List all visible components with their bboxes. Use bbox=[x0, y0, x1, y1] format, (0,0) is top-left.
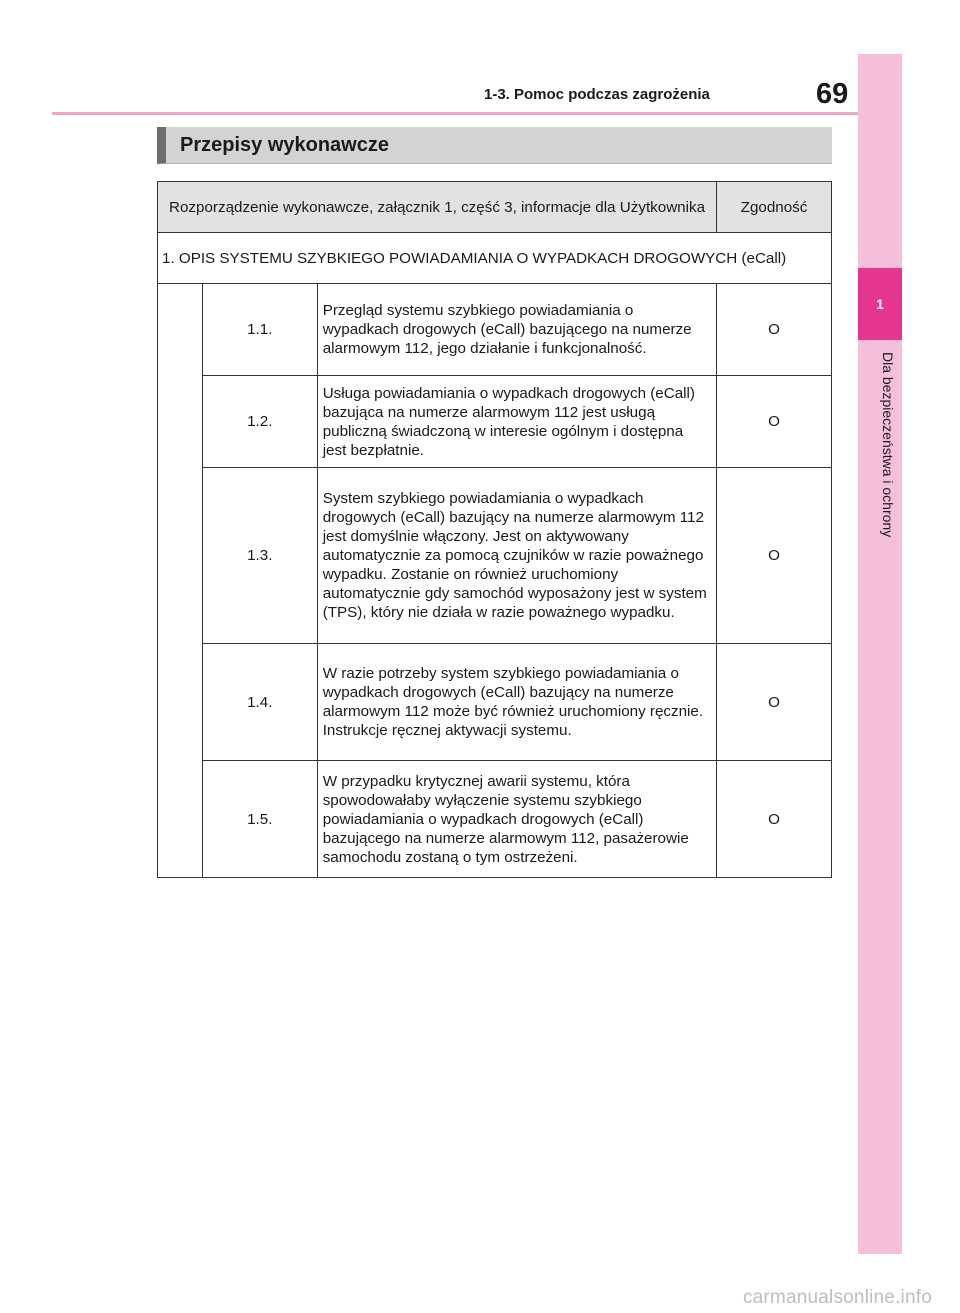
watermark: carmanualsonline.info bbox=[742, 1287, 932, 1308]
table-row bbox=[158, 644, 832, 761]
row-number: 1.2. bbox=[202, 376, 317, 468]
header-compliance: Zgodność bbox=[717, 182, 832, 233]
chapter-label: Dla bezpieczeństwa i ochrony bbox=[880, 352, 896, 538]
table-header-row bbox=[158, 182, 832, 233]
header-divider bbox=[52, 112, 858, 115]
row-compliance: O bbox=[717, 761, 832, 878]
row-number: 1.5. bbox=[202, 761, 317, 878]
section-row bbox=[158, 233, 832, 284]
row-description: W przypadku krytycznej awarii systemu, która spowodowałaby wyłączenie systemu szybkiego powiadamiania o wypadkach drogowych (eCall) bazującego na numerze alarmowym 112, pasażerowie samochodu zostaną o tym ostrzeżeni. bbox=[317, 761, 716, 878]
row-number: 1.3. bbox=[202, 468, 317, 644]
page-heading: Przepisy wykonawcze bbox=[180, 134, 389, 156]
row-number: 1.4. bbox=[202, 644, 317, 761]
page-number: 69 bbox=[816, 78, 849, 110]
row-compliance: O bbox=[717, 468, 832, 644]
regulation-table bbox=[157, 181, 832, 878]
table-row bbox=[158, 468, 832, 644]
heading-bar bbox=[157, 127, 832, 164]
row-description: System szybkiego powiadamiania o wypadkach drogowych (eCall) bazujący na numerze alarmowym 112 jest domyślnie włączony. Jest on aktywowany automatycznie za pomocą czujników w razie poważnego wypadku. Zostanie on również uruchomiony automatycznie gdy samochód wyposażony jest w system (TPS), który nie działa w razie poważnego wypadku. bbox=[317, 468, 716, 644]
table-row bbox=[158, 761, 832, 878]
header-requirement: Rozporządzenie wykonawcze, załącznik 1, część 3, informacje dla Użytkownika bbox=[158, 182, 717, 233]
row-compliance: O bbox=[717, 376, 832, 468]
section-title: 1-3. Pomoc podczas zagrożenia bbox=[484, 86, 710, 103]
row-number: 1.1. bbox=[202, 284, 317, 376]
row-description: Usługa powiadamiania o wypadkach drogowych (eCall) bazująca na numerze alarmowym 112 jest usługą publiczną świadczoną w interesie ogólnym i dostępna jest bezpłatnie. bbox=[317, 376, 716, 468]
chapter-side-tab bbox=[858, 54, 902, 1254]
table-row bbox=[158, 376, 832, 468]
section-label: 1. OPIS SYSTEMU SZYBKIEGO POWIADAMIANIA O WYPADKACH DROGOWYCH (eCall) bbox=[158, 233, 832, 284]
row-description: W razie potrzeby system szybkiego powiadamiania o wypadkach drogowych (eCall) bazujący na numerze alarmowym 112 może być również uruchomiony ręcznie. Instrukcje ręcznej aktywacji systemu. bbox=[317, 644, 716, 761]
row-compliance: O bbox=[717, 284, 832, 376]
row-description: Przegląd systemu szybkiego powiadamiania o wypadkach drogowych (eCall) bazującego na numerze alarmowym 112, jego działanie i funkcjonalność. bbox=[317, 284, 716, 376]
row-compliance: O bbox=[717, 644, 832, 761]
table-row bbox=[158, 284, 832, 376]
indent-cell bbox=[158, 284, 203, 878]
chapter-number-tab[interactable]: 1 bbox=[858, 268, 902, 340]
